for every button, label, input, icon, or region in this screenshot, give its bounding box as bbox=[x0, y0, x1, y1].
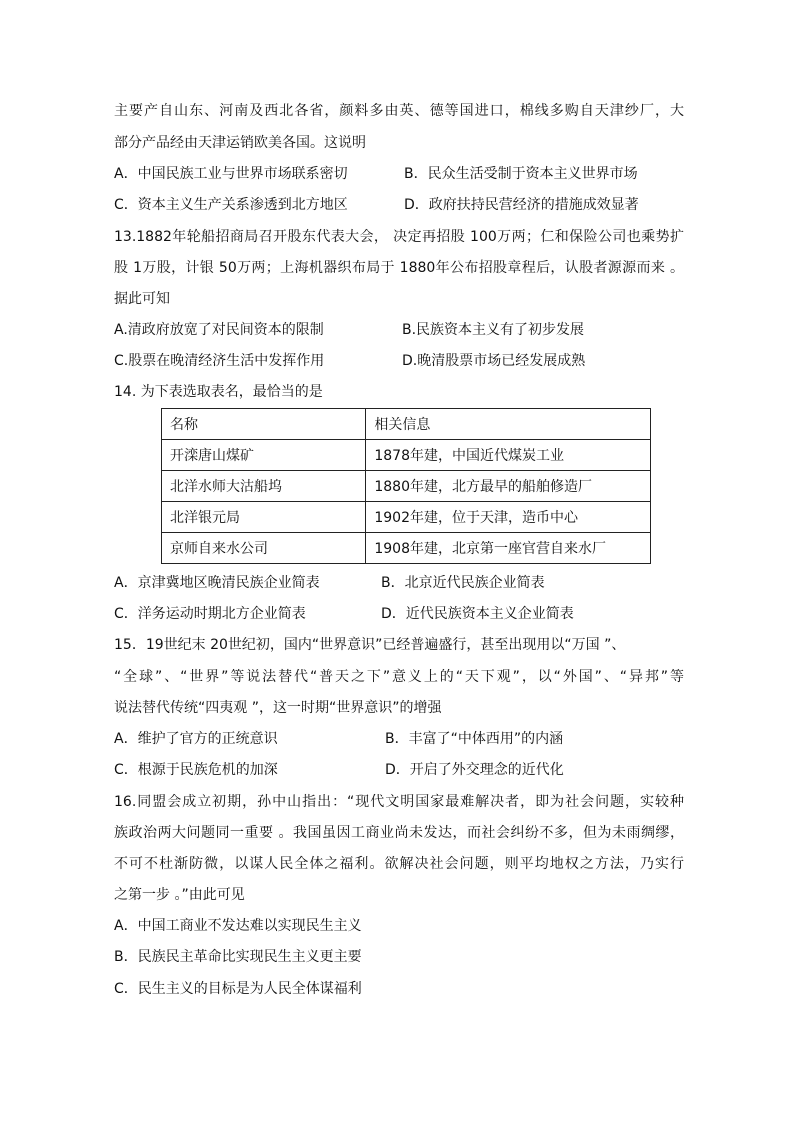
q14-option-a: A．京津冀地区晚清民族企业简表 bbox=[114, 575, 320, 591]
q16-option-a: A．中国工商业不发达难以实现民生主义 bbox=[114, 918, 362, 934]
table-cell: 1880年建，北方最早的船舶修造厂 bbox=[366, 471, 651, 502]
q14-stem: 14. 为下表选取表名，最恰当的是 bbox=[114, 384, 323, 400]
q13-stem-line-2: 股 1万股，计银 50万两；上海机器织布局于 1880年公布招股章程后，认股者源源而来 。 bbox=[114, 260, 684, 276]
table-cell: 开滦唐山煤矿 bbox=[162, 440, 366, 471]
q12-option-c: C．资本主义生产关系渗透到北方地区 bbox=[114, 197, 348, 213]
q14-option-d: D．近代民族资本主义企业简表 bbox=[381, 606, 574, 622]
q16-option-b: B．民族民主革命比实现民生主义更主要 bbox=[114, 949, 362, 965]
table-row bbox=[162, 533, 651, 564]
table-cell: 1908年建，北京第一座官营自来水厂 bbox=[366, 533, 651, 564]
q16-option-c: C．民生主义的目标是为人民全体谋福利 bbox=[114, 981, 362, 997]
q12-option-b: B．民众生活受制于资本主义世界市场 bbox=[404, 166, 638, 182]
table-header-cell: 相关信息 bbox=[366, 409, 651, 440]
q13-option-b: B.民族资本主义有了初步发展 bbox=[402, 322, 585, 338]
table-cell: 京师自来水公司 bbox=[162, 533, 366, 564]
q15-stem-line-3: 说法替代传统“四夷观 ”，这一时期“世界意识”的增强 bbox=[114, 700, 442, 716]
q14-info-table bbox=[161, 408, 651, 564]
q15-option-b: B．丰富了“中体西用”的内涵 bbox=[385, 731, 564, 747]
table-cell: 北洋银元局 bbox=[162, 502, 366, 533]
q16-stem-line-4: 之第一步 。”由此可见 bbox=[114, 887, 245, 903]
q12-stem-line-1: 主要产自山东、河南及西北各省，颜料多由英、德等国进口，棉线多购自天津纱厂，大 bbox=[114, 103, 684, 119]
q14-option-b: B．北京近代民族企业简表 bbox=[381, 575, 545, 591]
q14-option-c: C．洋务运动时期北方企业简表 bbox=[114, 606, 306, 622]
q12-option-a: A．中国民族工业与世界市场联系密切 bbox=[114, 166, 348, 182]
table-row bbox=[162, 502, 651, 533]
q15-stem-line-1: 15．19世纪末 20世纪初，国内“世界意识”已经普遍盛行，甚至出现用以“万国 ”、 bbox=[114, 637, 626, 653]
q15-option-a: A．维护了官方的正统意识 bbox=[114, 731, 278, 747]
q12-option-d: D．政府扶持民营经济的措施成效显著 bbox=[404, 197, 639, 213]
q12-stem-line-2: 部分产品经由天津运销欧美各国。这说明 bbox=[114, 135, 366, 151]
table-cell: 1878年建，中国近代煤炭工业 bbox=[366, 440, 651, 471]
q13-option-c: C.股票在晚清经济生活中发挥作用 bbox=[114, 353, 325, 369]
table-header-cell: 名称 bbox=[162, 409, 366, 440]
table-cell: 北洋水师大沽船坞 bbox=[162, 471, 366, 502]
table-cell: 1902年建，位于天津，造币中心 bbox=[366, 502, 651, 533]
q15-stem-line-2: “全球”、“世界”等说法替代“普天之下”意义上的“天下观”，以“外国”、“异邦”等 bbox=[114, 669, 684, 685]
q16-stem-line-2: 族政治两大问题同一重要 。我国虽因工商业尚未发达，而社会纠纷不多，但为未雨绸缪， bbox=[114, 825, 684, 841]
table-row bbox=[162, 440, 651, 471]
q13-option-d: D.晚清股票市场已经发展成熟 bbox=[402, 353, 586, 369]
q13-option-a: A.清政府放宽了对民间资本的限制 bbox=[114, 322, 324, 338]
q13-stem-line-3: 据此可知 bbox=[114, 291, 170, 307]
q13-stem-line-1: 13.1882年轮船招商局召开股东代表大会， 决定再招股 100万两；仁和保险公司也乘势扩 bbox=[114, 229, 684, 245]
q16-stem-line-1: 16.同盟会成立初期，孙中山指出：“现代文明国家最难解决者，即为社会问题，实较种 bbox=[114, 794, 684, 810]
q15-option-c: C．根源于民族危机的加深 bbox=[114, 762, 278, 778]
q16-stem-line-3: 不可不杜渐防微，以谋人民全体之福利。欲解决社会问题，则平均地权之方法，乃实行 bbox=[114, 856, 684, 872]
table-row bbox=[162, 471, 651, 502]
q15-option-d: D．开启了外交理念的近代化 bbox=[385, 762, 564, 778]
table-header-row bbox=[162, 409, 651, 440]
